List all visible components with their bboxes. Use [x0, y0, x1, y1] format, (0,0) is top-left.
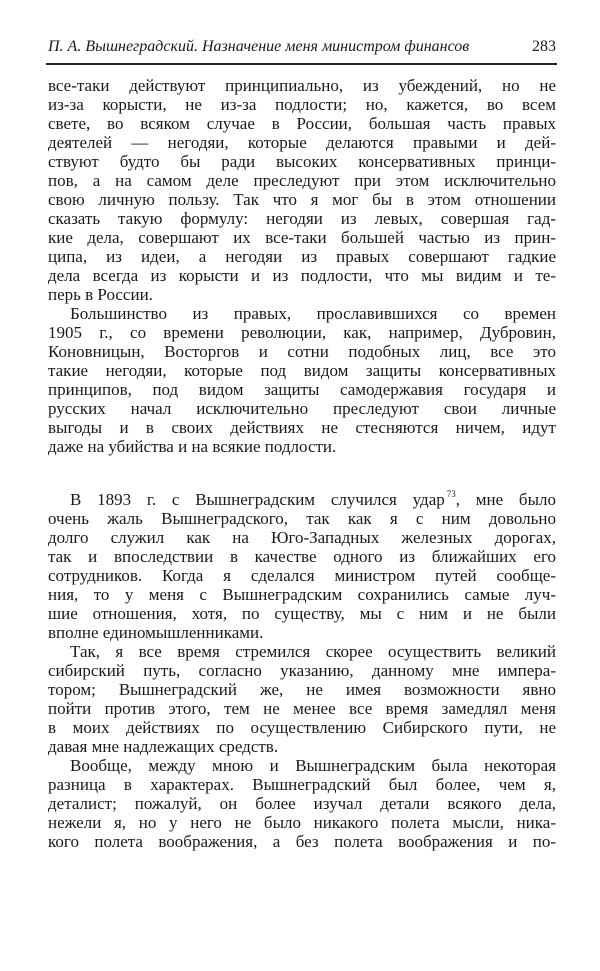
running-title: П. А. Вышнеградский. Назначение меня министром финансов — [48, 38, 470, 55]
page-number: 283 — [532, 38, 556, 55]
text-line: давая мне надлежащих средств. — [48, 737, 279, 756]
text-line: В 1893 г. с Вышнеградским случился удар $^{73}$, мне было — [70, 489, 556, 509]
text-line: ствуют будто бы ради высоких консервативных принци- — [48, 152, 556, 171]
text-line: ципа, из идеи, а негодяи из правых совершают гадкие — [48, 247, 556, 266]
text-block-2 — [48, 490, 556, 851]
paragraph — [48, 642, 556, 756]
text-line: даже на убийства и на всякие подлости. — [48, 437, 337, 456]
text-line: Большинство из правых, прославившихся со времен — [70, 304, 556, 323]
text-line: перь в России. — [48, 285, 153, 304]
text-line: сотрудников. Когда я сделался министром путей сообще- — [48, 566, 556, 585]
text-line: так и впоследствии в качестве одного из ближайших его — [48, 547, 556, 566]
text-line: русских начал исключительно преследуют свои личные — [48, 399, 556, 418]
text-line: шие отношения, хотя, по существу, мы с ним и не были — [48, 604, 556, 623]
running-header — [48, 38, 556, 60]
text-block-1 — [48, 76, 556, 456]
text-line: кого полета воображения, а без полета воображения и по- — [48, 832, 556, 851]
text-line: разница в характерах. Вышнеградский был более, чем я, — [48, 775, 556, 794]
text-line: в моих действиях по осуществлению Сибирского пути, не — [48, 718, 556, 737]
text-line: тором; Вышнеградский же, не имея возможности явно — [48, 680, 556, 699]
text-line: дела всегда из корысти и из подлости, что мы видим и те- — [48, 266, 556, 285]
text-line: такие негодяи, которые под видом защиты консервативных — [48, 361, 556, 380]
text-line: ния, то у меня с Вышнеградским сохранились самые луч- — [48, 585, 556, 604]
text-line: нежели я, но у него не было никакого полета мысли, ника- — [48, 813, 556, 832]
header-rule — [46, 63, 557, 65]
text-line: пойти против этого, тем не менее все время замедлял меня — [48, 699, 556, 718]
text-line: долго служил как на Юго-Западных железных дорогах, — [48, 528, 556, 547]
text-line: Вообще, между мною и Вышнеградским была некоторая — [70, 756, 556, 775]
text-line: свою личную пользу. Так что я мог бы в этом отношении — [48, 190, 556, 209]
text-line: деталист; пожалуй, он более изучал детали всякого дела, — [48, 794, 556, 813]
text-line: кие дела, совершают их все-таки большей частью из прин- — [48, 228, 556, 247]
paragraph — [48, 304, 556, 456]
text-line: принципов, под видом защиты самодержавия государя и — [48, 380, 556, 399]
text-line: пов, а на самом деле преследуют при этом исключительно — [48, 171, 556, 190]
text-line: вполне единомышленниками. — [48, 623, 264, 642]
text-line: деятелей — негодяи, которые делаются правыми и дей- — [48, 133, 556, 152]
text-line: сибирский путь, согласно указанию, данному мне импера- — [48, 661, 556, 680]
paragraph — [48, 490, 556, 642]
text-line: из-за корысти, не из-за подлости; но, кажется, во всем — [48, 95, 556, 114]
paragraph — [48, 756, 556, 851]
text-line: Коновницын, Восторгов и сотни подобных лиц, все это — [48, 342, 556, 361]
text-line: все-таки действуют принципиально, из убеждений, но не — [48, 76, 556, 95]
paragraph — [48, 76, 556, 304]
footnote-marker[interactable]: 73 — [446, 489, 456, 499]
text-line: Так, я все время стремился скорее осуществить великий — [70, 642, 556, 661]
text-line: 1905 г., со времени революции, как, например, Дубровин, — [48, 323, 556, 342]
text-line: сказать такую формулу: негодяи из левых, совершая гад- — [48, 209, 556, 228]
text-line: выгоды и в своих действиях не стесняются ничем, идут — [48, 418, 556, 437]
text-line: очень жаль Вышнеградского, так как я с ним довольно — [48, 509, 556, 528]
text-line: свете, во всяком случае в России, большая часть правых — [48, 114, 556, 133]
